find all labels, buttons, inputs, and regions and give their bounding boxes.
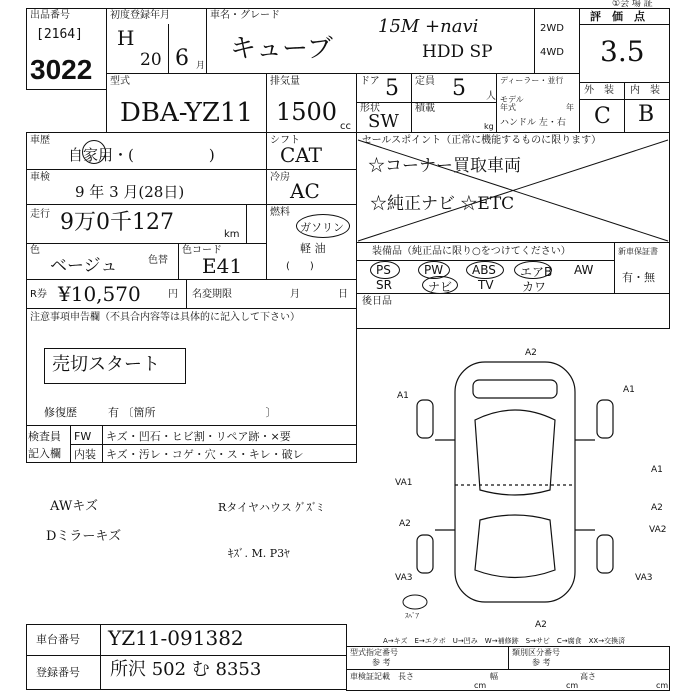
first-reg-label: 初度登録年月	[110, 10, 170, 21]
selling-cross-out	[356, 132, 670, 243]
2wd-label: 2WD	[540, 23, 564, 34]
grade: 15M +navi	[378, 16, 479, 37]
equip-sr: SR	[376, 278, 392, 292]
equip-navi: ナビ	[428, 280, 453, 294]
inspector-row-1: キズ・凹石・ヒビ割・リペア跡・×要	[106, 430, 291, 443]
equip-ps: PS	[376, 263, 391, 277]
wheel-rear-left	[417, 535, 433, 573]
fuel-circle	[296, 214, 350, 238]
mark-rr-va3: VA3	[635, 573, 653, 583]
equip-leather: カワ	[522, 280, 547, 294]
fuel-other: ( )	[286, 261, 314, 272]
inspection-label: 車検	[30, 172, 50, 183]
car-name: キューブ	[230, 34, 333, 64]
repaint-label: 色替	[148, 255, 168, 266]
4wd-label: 4WD	[540, 47, 564, 58]
mileage-label: 走行	[30, 209, 50, 220]
equip-airbag: エアB	[520, 265, 553, 279]
mark-right-a1: A1	[651, 465, 663, 475]
shape-value: SW	[368, 111, 399, 132]
warranty-value: 有・無	[622, 271, 655, 284]
mark-rear-a2: A2	[535, 620, 547, 630]
ref-label-2: 参 考	[532, 658, 551, 667]
displacement-label: 排気量	[270, 76, 300, 87]
width-label: 幅	[490, 672, 498, 681]
selling-line-1: ☆コーナー買取車両	[368, 156, 521, 176]
inspector-tag-1: FW	[74, 430, 92, 443]
reg-divider	[168, 24, 169, 74]
car-name-label: 車名・グレード	[210, 10, 280, 21]
model-label: 型式	[110, 76, 130, 87]
color-code-value: E41	[202, 254, 243, 278]
doors-value: 5	[385, 76, 399, 101]
equip-navi-circle	[422, 276, 458, 294]
color-code-label: 色コード	[182, 245, 222, 256]
reg-year: 20	[140, 50, 162, 70]
recycle-yen: 円	[168, 289, 178, 300]
capacity-label: 定員	[415, 76, 435, 87]
dimensions-cell	[346, 669, 670, 691]
ext-int-divider	[624, 82, 625, 133]
doors-label: ドア	[360, 76, 380, 87]
chassis-label: 車台番号	[36, 633, 80, 646]
top-note: ①会 場 証	[612, 0, 653, 9]
bottom-label: 車検証記載	[350, 672, 390, 681]
width-cm: cm	[566, 681, 579, 690]
history-circle	[82, 140, 106, 164]
fuel-label: 燃料	[270, 207, 290, 218]
chassis-divider	[100, 624, 101, 656]
equip-pw: PW	[424, 263, 444, 277]
load-label: 積載	[415, 103, 435, 114]
era: H	[117, 26, 135, 50]
repair-label: 修復歴	[44, 406, 77, 419]
ref-label-1: 参 考	[372, 658, 391, 667]
recycle-label: R券	[30, 289, 47, 300]
inspector-tag-divider	[102, 425, 103, 463]
note-aw-scratch: AWキズ	[50, 499, 98, 514]
rating-value: 3.5	[600, 35, 645, 68]
color-value: ベージュ	[50, 256, 118, 276]
rating-divider	[579, 24, 670, 25]
ac-value: AC	[290, 179, 320, 203]
shape-divider	[411, 102, 412, 133]
rear-window-shape	[475, 515, 555, 578]
equip-ps-circle	[370, 261, 400, 279]
inspector-row-2: キズ・汚レ・コゲ・穴・ス・キレ・破レ	[106, 448, 304, 461]
km-label: km	[224, 229, 240, 240]
equip-abs: ABS	[472, 263, 496, 277]
year-suffix: 年	[566, 103, 574, 112]
mileage-value: 9万0千127	[60, 210, 174, 235]
capacity-value: 5	[452, 76, 466, 101]
history-value: 自家用・( )	[68, 146, 215, 164]
inspector-hline	[70, 444, 357, 445]
reg-month: 6	[175, 46, 189, 71]
fuel-gasoline: ガソリン	[300, 221, 344, 234]
equip-aw: AW	[574, 263, 594, 277]
mark-right-a2: A2	[651, 503, 663, 513]
selling-line-2: ☆純正ナビ ☆ETC	[370, 194, 515, 214]
spare-tire-shape	[403, 595, 427, 609]
deadline-month: 月	[290, 289, 300, 300]
note-mirror-scratch: Dミラーキズ	[46, 529, 122, 544]
history-label: 車歴	[30, 135, 50, 146]
kg-label: kg	[484, 122, 494, 131]
stamp-text: 売切スタート	[52, 354, 160, 375]
warranty-label: 新車保証書	[618, 247, 658, 256]
deadline-day: 日	[338, 289, 348, 300]
wheel-front-left	[417, 400, 433, 438]
damage-legend: A→キズ E→エクボ U→凹み W→補修跡 S→サビ C→腐食 XX→交換済	[383, 637, 626, 645]
color-label: 色	[30, 245, 40, 256]
lot-bracket: [2164]	[36, 27, 83, 42]
ac-label: 冷房	[270, 172, 290, 183]
length-label: 長さ	[398, 672, 414, 681]
mark-left-va1: VA1	[395, 478, 413, 488]
spare-label: ｽﾍﾞｱ	[405, 612, 419, 620]
type-designation-label: 型式指定番号	[350, 648, 398, 657]
selling-point-label: セールスポイント（正常に機能するものに限ります）	[362, 135, 602, 146]
car-damage-diagram	[395, 340, 675, 640]
month-unit: 月	[196, 61, 206, 71]
equip-abs-circle	[466, 261, 504, 279]
inspection-value: 9 年 3 月(28日)	[75, 183, 185, 201]
shape-label: 形状	[360, 103, 380, 114]
wheel-front-right	[597, 400, 613, 438]
reg-label: 登録番号	[36, 666, 80, 679]
inspector-label-2: 記入欄	[28, 447, 61, 460]
equipment-label: 装備品（純正品に限り○をつけてください）	[372, 246, 571, 257]
color-divider	[178, 243, 179, 280]
fuel-diesel: 軽 油	[300, 242, 326, 255]
mark-fr-a1: A1	[623, 385, 635, 395]
mark-left-a2: A2	[399, 519, 411, 529]
model-value: DBA-YZ11	[120, 98, 253, 128]
reg-divider-v	[100, 655, 101, 690]
lot-number: 3022	[30, 54, 93, 85]
mark-rl-va3: VA3	[395, 573, 413, 583]
note-m-p3: ｷｽﾞ. M. P3ﾔ	[228, 547, 290, 560]
later-docs-label: 後日品	[362, 296, 392, 307]
dealer-label: ディーラー・並行	[500, 76, 564, 85]
notes-label: 注意事項申告欄（不具合内容等は具体的に記入して下さい）	[30, 312, 300, 323]
mark-fl-a1: A1	[397, 391, 409, 401]
inspector-label-1: 検査員	[28, 430, 61, 443]
equip-tv: TV	[478, 278, 494, 292]
height-cm: cm	[656, 681, 669, 690]
length-cm: cm	[474, 681, 487, 690]
front-bumper-shape	[473, 380, 557, 398]
reg-value: 所沢 502 む 8353	[110, 659, 262, 680]
rating-label: 評 価 点	[590, 10, 645, 23]
deadline-label: 名変期限	[192, 289, 232, 300]
displacement-value: 1500	[276, 98, 338, 126]
repair-value: 有 〔箇所 〕	[108, 406, 277, 419]
exterior-label: 外 装	[584, 85, 614, 96]
later-docs-cell	[356, 293, 670, 329]
model-year-label: モデル年式	[500, 95, 524, 112]
interior-label: 内 装	[630, 85, 660, 96]
class-label: 類別区分番号	[512, 648, 560, 657]
shift-value: CAT	[280, 143, 322, 167]
chassis-value: YZ11-091382	[108, 626, 244, 650]
handle-label: ハンドル 左・右	[500, 118, 566, 128]
drive-cell	[534, 8, 580, 74]
lot-label: 出品番号	[30, 10, 70, 21]
mark-front-a2: A2	[525, 348, 537, 358]
grade-2: HDD SP	[422, 42, 493, 62]
mark-right-va2: VA2	[649, 525, 667, 535]
interior-value: B	[638, 102, 655, 127]
exterior-value: C	[594, 104, 611, 129]
windshield-shape	[475, 410, 555, 495]
cc-label: cc	[340, 121, 351, 132]
persons-label: 人	[486, 91, 496, 102]
equip-airbag-circle	[514, 261, 552, 279]
height-label: 高さ	[580, 672, 596, 681]
shift-label: シフト	[270, 135, 300, 146]
recycle-value: ¥10,570	[58, 282, 141, 306]
note-tire-house: Rタイヤハウス ｸﾞｽﾞﾐ	[218, 501, 323, 514]
ext-int-hline	[579, 99, 670, 100]
type-divider	[508, 646, 509, 670]
wheel-rear-right	[597, 535, 613, 573]
inspector-tag-2: 内装	[74, 448, 96, 461]
